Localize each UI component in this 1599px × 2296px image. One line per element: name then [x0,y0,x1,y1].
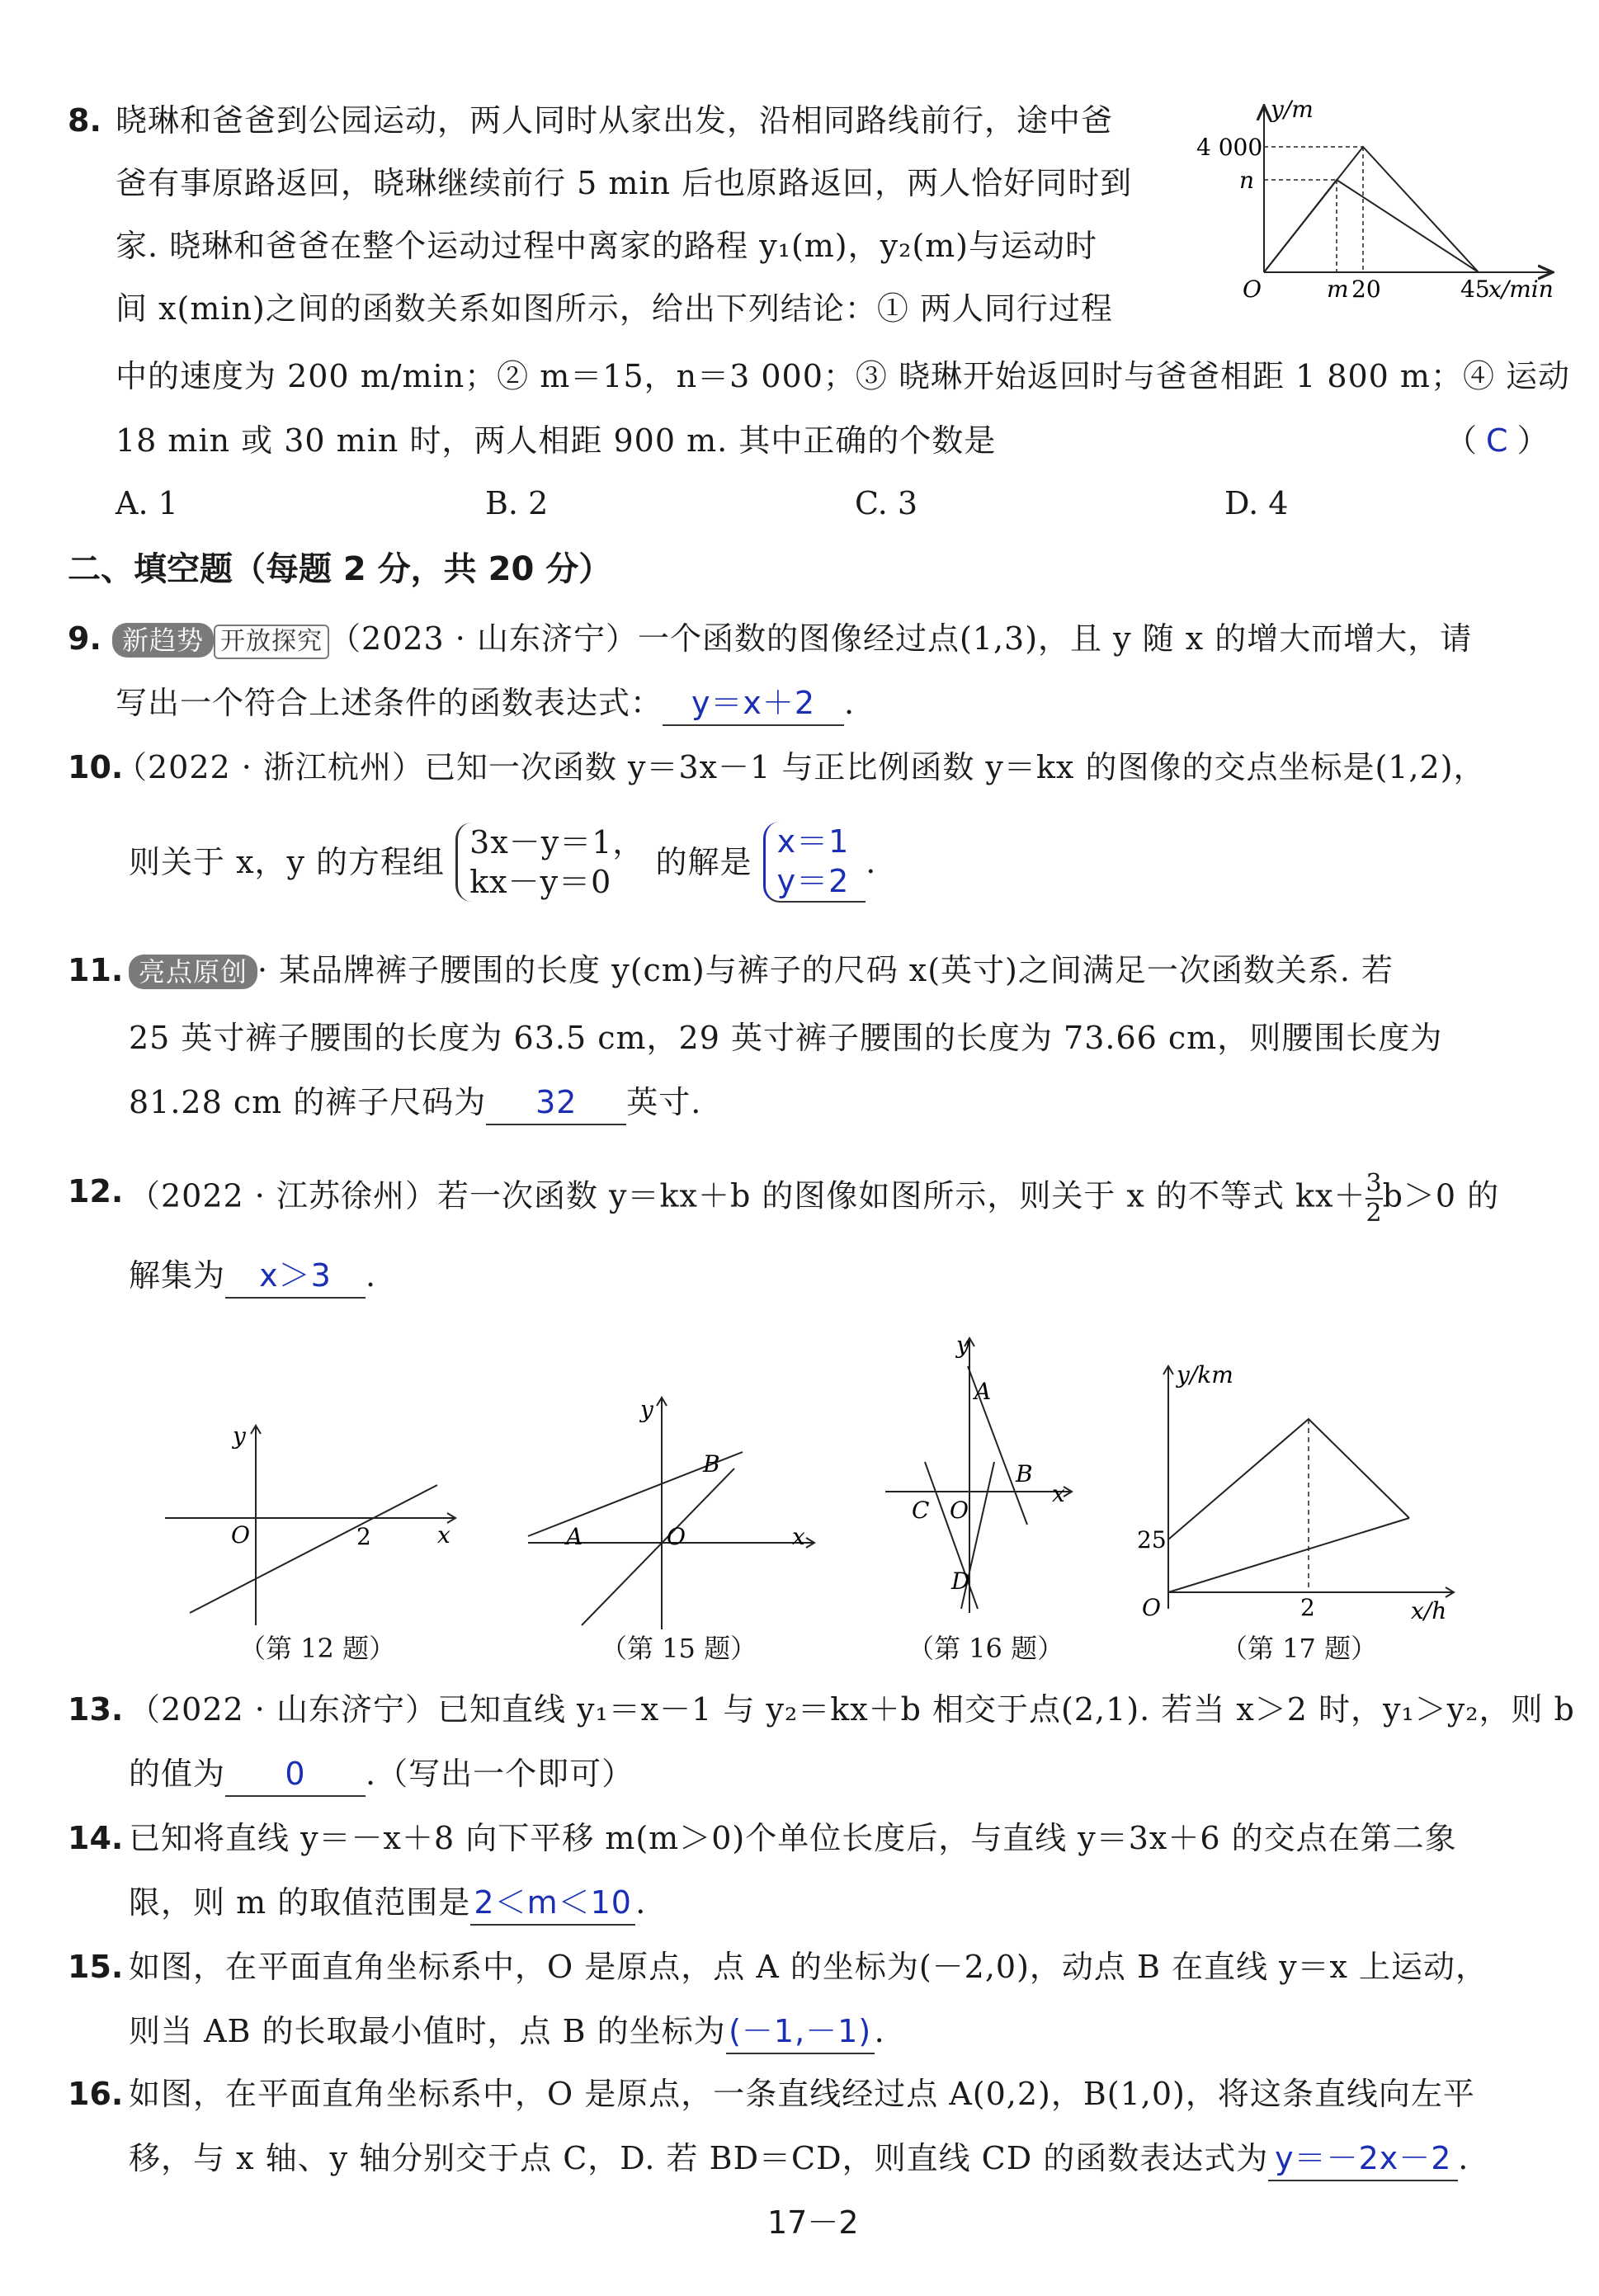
q11-text-line: 25 英寸裤子腰围的长度为 63.5 cm，29 英寸裤子腰围的长度为 73.66 cm，则腰围长度为 [129,1020,1443,1056]
point-b-label: B [703,1450,720,1478]
equation-system [455,823,644,902]
x-label: x/h [1411,1597,1447,1624]
q10-text-line: （2022 · 浙江杭州）已知一次函数 y＝3x－1 与正比例函数 y＝kx 的图像的交点坐标是(1,2)， [116,749,1486,785]
answer-x: x＝1 [776,823,850,860]
q16-text-line [129,2137,1469,2181]
q14-end: . [635,1884,647,1921]
q11-text-line [129,949,1394,992]
x-intercept-label: 2 [356,1523,371,1550]
origin-label: O [1142,1594,1161,1621]
option-c: C. 3 [855,485,918,521]
q8-answer-paren [1446,419,1549,462]
figure-16-caption: （第 16 题） [908,1633,1064,1664]
q12-text-line [129,1254,376,1299]
q14-text-line: 已知将直线 y＝－x＋8 向下平移 m(m＞0)个单位长度后，与直线 y＝3x＋6 的交点在第二象 [129,1820,1457,1856]
x-label: x [792,1523,805,1550]
line-y-equals-x [582,1469,734,1625]
option-b: B. 2 [485,485,549,521]
q8-text-line: 中的速度为 200 m/min；② m＝15，n＝3 000；③ 晓琳开始返回时与爸爸相距 1 800 m；④ 运动 [116,358,1571,394]
q10-mid: 的解是 [655,844,752,880]
option-a: A. 1 [116,485,178,521]
q16-answer-blank: y＝－2x－2 [1268,2137,1458,2181]
q16-prompt: 移，与 x 轴、y 轴分别交于点 C，D. 若 BD＝CD，则直线 CD 的函数表达式为 [129,2140,1269,2176]
fraction-3-2 [1366,1170,1382,1228]
q15-text-line [129,2010,885,2054]
q9-answer-blank: y＝x＋2 [663,681,844,726]
q13-answer-blank: 0 [225,1752,366,1797]
point-a-label: A [566,1523,583,1550]
figure-12-caption: （第 12 题） [239,1633,396,1664]
figure-15 [520,1386,825,1634]
q8-text-line: 晓琳和爸爸到公园运动，两人同时从家出发，沿相同路线前行，途中爸 [116,102,1114,139]
y-tick-4000: 4 000 [1196,134,1263,161]
q9-text-line [116,681,855,726]
y-label: y [640,1396,653,1423]
q16-end: . [1458,2140,1469,2176]
x-tick-m: m [1327,276,1349,303]
line-y2 [1264,180,1479,272]
x-label: x [437,1521,450,1549]
q12-end: . [366,1257,377,1294]
q13-text-line [129,1752,634,1797]
question-number: 15. [68,1949,124,1985]
q8-text-line: 间 x(min)之间的函数关系如图所示，给出下列结论：① 两人同行过程 [116,290,1113,327]
section-heading: 二、填空题（每题 2 分，共 20 分） [68,550,612,588]
q13-text-line: （2022 · 山东济宁）已知直线 y₁＝x－1 与 y₂＝kx＋b 相交于点(2,1). 若当 x＞2 时，y₁＞y₂，则 b [129,1691,1575,1728]
original-tag: 亮点原创 [129,955,257,989]
x-tick-2: 2 [1300,1594,1315,1621]
question-number: 9. [68,620,101,657]
q8-distance-time-graph [1188,91,1568,314]
figure-17-caption: （第 17 题） [1221,1633,1378,1664]
q13-prompt: 的值为 [129,1756,226,1792]
frac-denominator: 2 [1366,1199,1383,1228]
equation-1: 3x－y＝1， [469,824,645,860]
figure-15-caption: （第 15 题） [601,1633,757,1664]
y-tick-25: 25 [1137,1526,1167,1553]
y-tick-n: n [1239,167,1255,194]
answer-y: y＝2 [776,863,850,899]
x-axis-label: x/min [1488,276,1554,303]
q8-text-line: 爸有事原路返回，晓琳继续前行 5 min 后也原路返回，两人恰好同时到 [116,165,1133,201]
q11-prompt: 81.28 cm 的裤子尺码为 [129,1084,487,1120]
origin-label: O [231,1521,250,1549]
question-number: 11. [68,952,124,988]
question-number: 13. [68,1691,124,1728]
q12-prompt: 解集为 [129,1257,226,1294]
question-number: 8. [68,102,101,139]
q11-end: 英寸. [626,1084,702,1120]
figure-17 [1130,1353,1460,1625]
origin-label: O [667,1523,686,1550]
question-number: 12. [68,1173,124,1209]
q15-answer-blank: (－1,－1) [726,2010,875,2054]
figure-12 [157,1411,462,1634]
origin-label: O [950,1497,969,1524]
q11-text: · 某品牌裤子腰围的长度 y(cm)与裤子的尺码 x(英寸)之间满足一次函数关系. 若 [257,952,1394,988]
q10-answer-system [763,822,866,903]
open-explore-tag: 开放探究 [214,625,329,659]
y-label: y [233,1422,246,1450]
line-y1 [1264,147,1479,272]
q14-text-line [129,1881,646,1926]
origin-label: O [1243,276,1262,303]
frac-numerator: 3 [1366,1169,1383,1198]
q8-text-line: 家. 晓琳和爸爸在整个运动过程中离家的路程 y₁(m)，y₂(m)与运动时 [116,228,1098,264]
equation-2: kx－y＝0 [469,864,612,900]
x-tick-20: 20 [1351,276,1381,303]
question-number: 10. [68,749,124,785]
q9-prompt: 写出一个符合上述条件的函数表达式： [116,685,663,721]
y-label: y/km [1177,1361,1233,1388]
line-upper [1168,1419,1409,1539]
q14-answer-blank: 2＜m＜10 [470,1881,635,1926]
line-graph [190,1485,437,1613]
q9-end: . [844,685,856,721]
q10-prompt: 则关于 x，y 的方程组 [129,844,446,880]
y-axis-label: y/m [1271,96,1314,123]
q9-text-line [112,617,1472,660]
q14-prompt: 限，则 m 的取值范围是 [129,1884,471,1921]
q10-system-line [129,822,876,921]
q10-end: . [866,844,877,880]
trend-tag: 新趋势 [112,623,214,658]
paren-close: ） [1516,422,1549,459]
q16-text-line: 如图，在平面直角坐标系中，O 是原点，一条直线经过点 A(0,2)，B(1,0)，将这条直线向左平 [129,2076,1475,2112]
q15-end: . [874,2013,885,2049]
point-c-label: C [912,1497,930,1524]
q13-end: .（写出一个即可） [366,1756,634,1792]
paren-open: （ [1446,422,1479,459]
q12-text-end: b＞0 的 [1382,1177,1500,1214]
x-label: x [1052,1480,1065,1507]
q9-text: （2023 · 山东济宁）一个函数的图像经过点(1,3)，且 y 随 x 的增大而增大，请 [329,620,1473,657]
option-d: D. 4 [1224,485,1289,521]
q12-text-line [129,1170,1499,1228]
point-a-label: A [974,1378,992,1405]
q8-answer: C [1486,422,1509,459]
point-b-label: B [1016,1460,1033,1487]
q8-text-line: 18 min 或 30 min 时，两人相距 900 m. 其中正确的个数是 [116,422,997,459]
question-number: 16. [68,2076,124,2112]
q11-text-line [129,1081,701,1125]
q12-answer-blank: x＞3 [225,1254,366,1299]
point-d-label: D [951,1568,970,1595]
line-lower [1168,1518,1409,1592]
page-number: 17－2 [767,2204,859,2241]
y-label: y [956,1332,969,1359]
x-tick-45: 45 [1460,276,1490,303]
q15-prompt: 则当 AB 的长取最小值时，点 B 的坐标为 [129,2013,726,2049]
q15-text-line: 如图，在平面直角坐标系中，O 是原点，点 A 的坐标为(－2,0)，动点 B 在直线 y＝x 上运动， [129,1949,1488,1985]
q11-answer-blank: 32 [486,1081,626,1125]
q12-text: （2022 · 江苏徐州）若一次函数 y＝kx＋b 的图像如图所示，则关于 x 的不等式 kx＋ [129,1177,1366,1214]
question-number: 14. [68,1820,124,1856]
figure-16 [879,1328,1085,1617]
